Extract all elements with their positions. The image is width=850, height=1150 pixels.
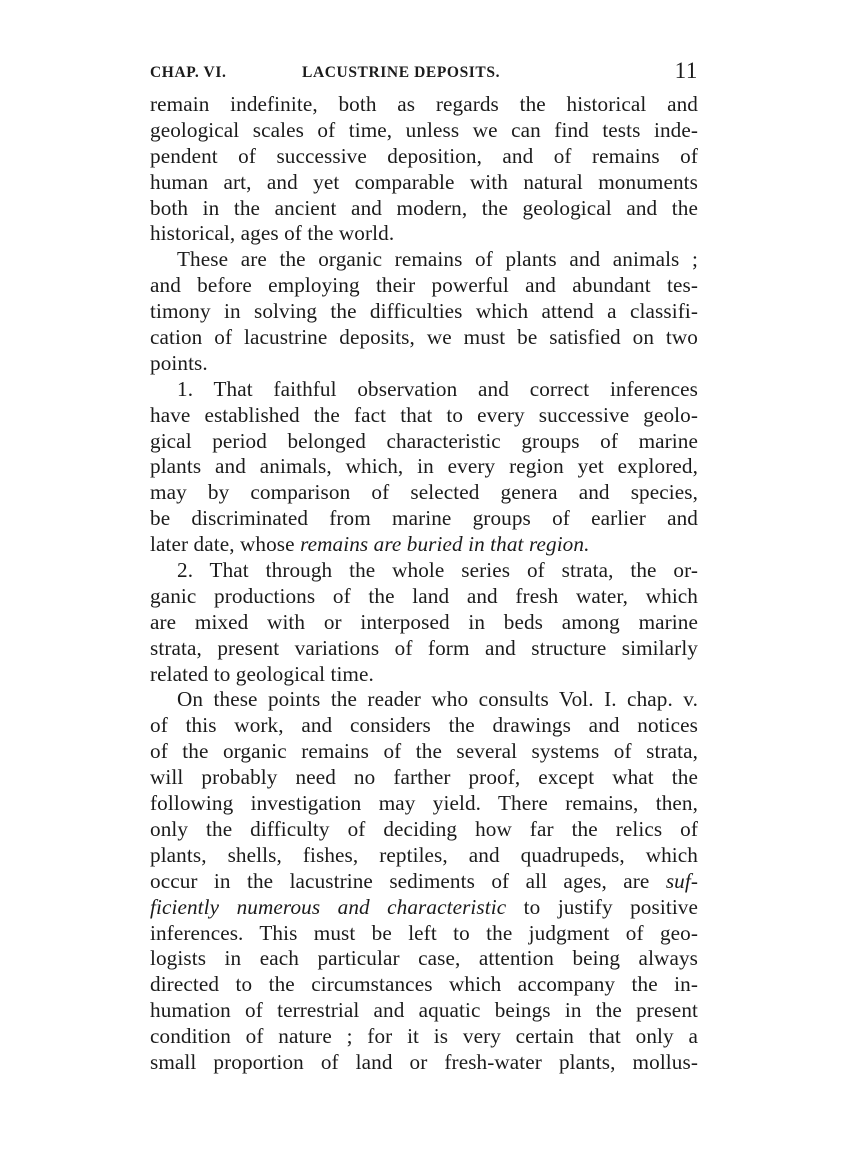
text-line: will probably need no farther proof, except what the: [150, 765, 698, 790]
text-line: points.: [150, 350, 208, 375]
text-line: timony in solving the difficulties which attend a classifi-: [150, 299, 698, 324]
text-line: related to geological time.: [150, 661, 374, 686]
text-line: 1. That faithful observation and correct inferences: [177, 376, 698, 401]
text-line: humation of terrestrial and aquatic beings in the present: [150, 998, 698, 1023]
text-line: strata, present variations of form and structure similarly: [150, 635, 698, 660]
running-head: [150, 58, 698, 92]
text-line: be discriminated from marine groups of earlier and: [150, 506, 698, 531]
text-line: ganic productions of the land and fresh water, which: [150, 583, 698, 608]
text-line: 2. That through the whole series of strata, the or-: [177, 558, 698, 583]
text-line: of the organic remains of the several systems of strata,: [150, 739, 698, 764]
text-line: are mixed with or interposed in beds among marine: [150, 609, 698, 634]
text-line: remain indefinite, both as regards the historical and: [150, 92, 698, 116]
text-line: plants and animals, which, in every region yet explored,: [150, 454, 698, 479]
text-line: ficiently numerous and characteristic to justify positive: [150, 894, 698, 919]
text-line: directed to the circumstances which accompany the in-: [150, 972, 698, 997]
text-line: only the difficulty of deciding how far the relics of: [150, 816, 698, 841]
text-line: gical period belonged characteristic groups of marine: [150, 428, 698, 453]
text-line: historical, ages of the world.: [150, 221, 395, 246]
chapter-label: CHAP. VI.: [150, 64, 227, 81]
text-line: occur in the lacustrine sediments of all ages, are suf-: [150, 868, 698, 893]
running-title: LACUSTRINE DEPOSITS.: [302, 64, 501, 81]
text-line: later date, whose remains are buried in that region.: [150, 532, 590, 557]
text-line: pendent of successive deposition, and of remains of: [150, 143, 698, 168]
text-line: and before employing their powerful and abundant tes-: [150, 273, 698, 298]
page-number: 11: [674, 58, 698, 83]
text-line: plants, shells, fishes, reptiles, and quadrupeds, which: [150, 842, 698, 867]
text-line: following investigation may yield. There remains, then,: [150, 791, 698, 816]
text-line: On these points the reader who consults Vol. I. chap. v.: [177, 687, 698, 712]
text-line: logists in each particular case, attention being always: [150, 946, 698, 971]
text-line: have established the fact that to every successive geolo-: [150, 402, 698, 427]
text-line: geological scales of time, unless we can find tests inde-: [150, 117, 698, 142]
text-line: both in the ancient and modern, the geological and the: [150, 195, 698, 220]
text-line: inferences. This must be left to the judgment of geo-: [150, 920, 698, 945]
text-line: of this work, and considers the drawings and notices: [150, 713, 698, 738]
text-line: condition of nature ; for it is very certain that only a: [150, 1024, 698, 1049]
book-page: [150, 58, 698, 1076]
body-text: [150, 92, 698, 1076]
text-line: human art, and yet comparable with natural monuments: [150, 169, 698, 194]
text-line: cation of lacustrine deposits, we must be satisfied on two: [150, 325, 698, 350]
text-line: small proportion of land or fresh-water plants, mollus-: [150, 1049, 698, 1074]
text-line: may by comparison of selected genera and species,: [150, 480, 698, 505]
text-line: These are the organic remains of plants and animals ;: [177, 247, 698, 272]
